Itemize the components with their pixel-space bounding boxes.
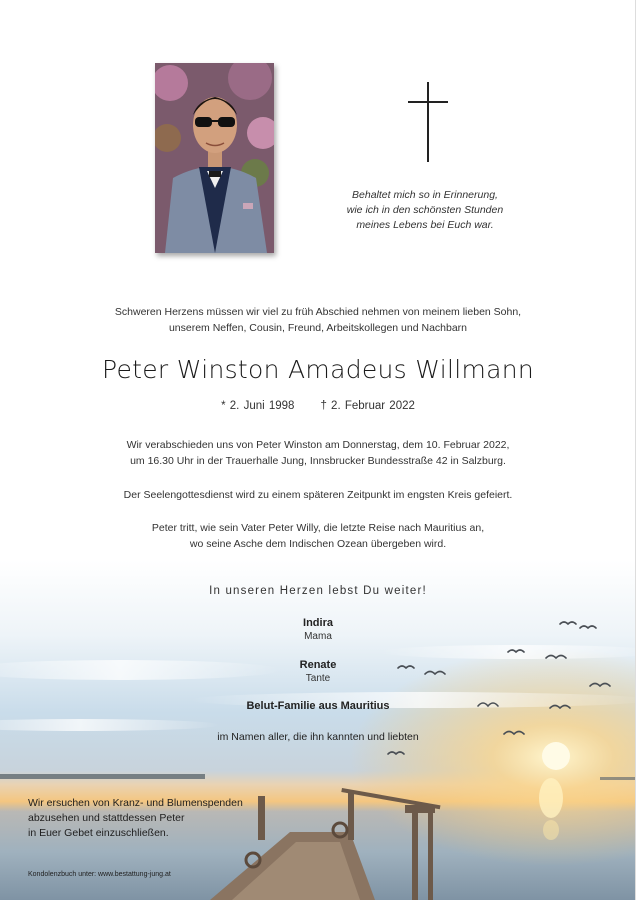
intro-line: unserem Neffen, Cousin, Freund, Arbeitskollegen und Nachbarn <box>168 322 468 334</box>
request-line: abzusehen und stattdessen Peter <box>28 812 185 824</box>
quote-line: meines Lebens bei Euch war. <box>356 219 494 231</box>
closing-line: im Namen aller, die ihn kannten und liebten <box>217 731 419 743</box>
birth-date: * 2. Juni 1998 <box>221 400 295 412</box>
request-line: in Euer Gebet einzuschließen. <box>28 827 169 839</box>
deceased-name: Peter Winston Amadeus Willmann <box>101 355 535 384</box>
memorial-quote <box>330 188 520 233</box>
condolence-book-link[interactable]: Kondolenzbuch unter: www.bestattung-jung.at <box>28 871 171 878</box>
final-journey-note <box>60 520 576 552</box>
mourner-name: Renate <box>299 659 337 671</box>
memorial-mass-note: Der Seelengottesdienst wird zu einem späteren Zeitpunkt im engsten Kreis gefeiert. <box>123 489 513 501</box>
death-date: † 2. Februar 2022 <box>320 400 415 412</box>
donation-request <box>28 796 268 841</box>
cross-icon <box>408 82 448 162</box>
mourner-entry <box>160 617 476 642</box>
quote-line: wie ich in den schönsten Stunden <box>346 204 504 216</box>
journey-line: Peter tritt, wie sein Vater Peter Willy, die letzte Reise nach Mauritius an, <box>151 522 485 534</box>
request-line: Wir ersuchen von Kranz- und Blumenspenden <box>28 797 243 809</box>
mourner-name: Indira <box>303 617 333 629</box>
funeral-line: um 16.30 Uhr in der Trauerhalle Jung, Innsbrucker Bundesstraße 42 in Salzburg. <box>130 455 506 467</box>
mourner-entry <box>160 659 476 684</box>
memorial-motto: In unseren Herzen lebst Du weiter! <box>209 585 427 597</box>
mourner-name: Belut-Familie aus Mauritius <box>246 700 390 712</box>
mourner-relation: Tante <box>305 673 331 684</box>
journey-line: wo seine Asche dem Indischen Ozean übergeben wird. <box>189 538 447 550</box>
announcement-intro <box>60 304 576 336</box>
mourner-entry <box>160 700 476 712</box>
mourner-relation: Mama <box>304 631 332 642</box>
funeral-line: Wir verabschieden uns von Peter Winston am Donnerstag, dem 10. Februar 2022, <box>126 439 510 451</box>
sunset-pier-background <box>0 560 636 900</box>
intro-line: Schweren Herzens müssen wir viel zu früh Abschied nehmen von meinem lieben Sohn, <box>114 306 522 318</box>
life-dates <box>60 400 576 412</box>
quote-line: Behaltet mich so in Erinnerung, <box>352 189 498 201</box>
portrait-photo <box>155 63 274 253</box>
funeral-details <box>60 437 576 469</box>
